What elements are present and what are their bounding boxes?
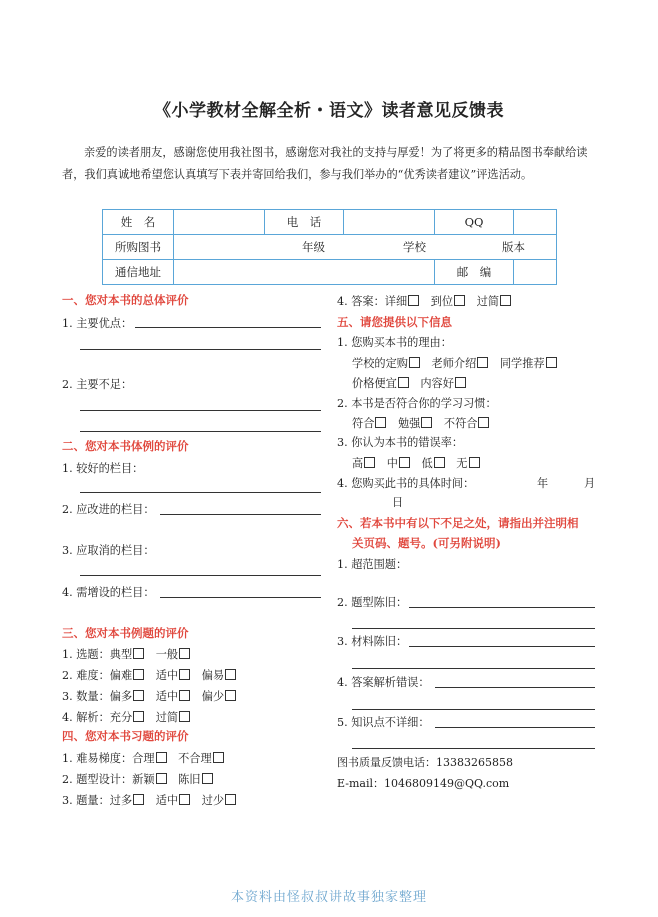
study-habit-row: 符合 勉强 不符合 [352,415,489,431]
checkbox-teacher[interactable] [477,357,488,368]
error-rate-row: 高 中 低 无 [352,455,480,471]
improve-columns-label: 2. 应改进的栏目： [62,503,155,516]
checkbox-too-many[interactable] [133,690,144,701]
improve-columns-line[interactable] [160,514,321,515]
purchase-reason-row-1: 学校的定购 老师介绍 同学推荐 [352,355,557,371]
outdated-material-label: 3. 材料陈旧： [337,635,408,648]
intro-paragraph: 亲爱的读者朋友，感谢您使用我社图书，感谢您对我社的支持与厚爱！为了将更多的精品图书奉献给读者，我们真诚地希望您认真填写下表并寄回给我们，参与我们举办的“优秀读者建议”评选活动。 [62,146,588,181]
book-field[interactable] [174,235,557,260]
checkbox-too-few[interactable] [225,690,236,701]
strengths-line-2[interactable] [80,349,321,350]
checkbox-moderate[interactable] [179,669,190,680]
checkbox-amount-many[interactable] [133,794,144,805]
example-difficulty-row: 2. 难度：偏难 适中 偏易 [62,667,236,683]
outdated-material-line-2[interactable] [352,668,595,669]
outdated-material-line[interactable] [409,646,595,647]
address-label: 通信地址 [103,260,174,285]
checkbox-barely[interactable] [421,417,432,428]
good-columns-label: 1. 较好的栏目： [62,462,144,475]
checkbox-good-content[interactable] [455,377,466,388]
name-label: 姓 名 [103,210,174,235]
qq-field[interactable] [514,210,557,235]
checkbox-hard[interactable] [133,669,144,680]
answer-error-line[interactable] [435,687,595,688]
weaknesses-label: 2. 主要不足： [62,378,133,391]
month-label: 月 [584,477,596,490]
checkbox-school-order[interactable] [409,357,420,368]
checkbox-low[interactable] [434,457,445,468]
remove-columns-label: 3. 应取消的栏目： [62,544,155,557]
example-selection-row: 1. 选题：典型 一般 [62,646,190,662]
hotline-text: 图书质量反馈电话：13383265858 [337,756,513,769]
purchase-reason-label: 1. 您购买本书的理由： [337,336,452,349]
checkbox-novel[interactable] [156,773,167,784]
checkbox-not-fit[interactable] [478,417,489,428]
checkbox-sufficient[interactable] [133,711,144,722]
exercise-gradient-row: 1. 难易梯度：合理 不合理 [62,750,224,766]
checkbox-classmate[interactable] [546,357,557,368]
section-6-heading-cont: 关页码、题号。(可另附说明) [352,536,501,550]
checkbox-too-brief[interactable] [179,711,190,722]
checkbox-cheap[interactable] [398,377,409,388]
strengths-line[interactable] [135,327,321,328]
add-columns-label: 4. 需增设的栏目： [62,586,155,599]
checkbox-none[interactable] [469,457,480,468]
day-label: 日 [392,496,404,509]
page-title: 《小学教材全解全析・语文》读者意见反馈表 [154,101,504,121]
checkbox-unreasonable[interactable] [213,752,224,763]
year-label: 年 [537,477,549,490]
example-analysis-row: 4. 解析：充分 过简 [62,709,190,725]
weaknesses-line[interactable] [80,410,321,411]
phone-field[interactable] [344,210,435,235]
checkbox-detailed[interactable] [408,295,419,306]
checkbox-fits[interactable] [375,417,386,428]
phone-label: 电 话 [265,210,344,235]
reader-info-table [102,209,557,285]
checkbox-normal[interactable] [179,648,190,659]
checkbox-medium[interactable] [399,457,410,468]
section-5-heading: 五、请您提供以下信息 [337,315,452,329]
knowledge-point-line[interactable] [435,727,595,728]
answer-quality-row: 4. 答案：详细 到位 过简 [337,293,511,309]
section-3-heading: 三、您对本书例题的评价 [62,626,189,640]
school-label: 学校 [403,240,426,254]
error-rate-label: 3. 你认为本书的错误率： [337,436,464,449]
checkbox-high[interactable] [364,457,375,468]
knowledge-point-label: 5. 知识点不详细： [337,716,430,729]
example-quantity-row: 3. 数量：偏多 适中 偏少 [62,688,236,704]
checkbox-answer-brief[interactable] [500,295,511,306]
answer-error-label: 4. 答案解析错误： [337,676,430,689]
purchase-time-label: 4. 您购买此书的具体时间： [337,477,475,490]
checkbox-typical[interactable] [133,648,144,659]
purchase-reason-row-2: 价格便宜 内容好 [352,375,466,391]
strengths-label: 1. 主要优点： [62,317,133,330]
out-of-scope-label: 1. 超范围题： [337,558,408,571]
section-6-heading: 六、若本书中有以下不足之处，请指出并注明相 [337,516,579,530]
book-label: 所购图书 [103,235,174,260]
grade-label: 年级 [302,240,325,254]
section-1-heading: 一、您对本书的总体评价 [62,293,189,307]
postcode-label: 邮 编 [435,260,514,285]
weaknesses-line-2[interactable] [80,431,321,432]
exercise-design-row: 2. 题型设计：新颖 陈旧 [62,771,213,787]
checkbox-easy[interactable] [225,669,236,680]
checkbox-outdated[interactable] [202,773,213,784]
checkbox-on-point[interactable] [454,295,465,306]
footer-watermark: 本资料由怪叔叔讲故事独家整理 [230,890,427,905]
edition-label: 版本 [502,240,525,254]
checkbox-quantity-ok[interactable] [179,690,190,701]
checkbox-amount-ok[interactable] [179,794,190,805]
address-field[interactable] [174,260,435,285]
add-columns-line[interactable] [160,597,321,598]
qq-label: QQ [435,210,514,235]
outdated-type-label: 2. 题型陈旧： [337,596,408,609]
checkbox-amount-few[interactable] [225,794,236,805]
remove-columns-line[interactable] [80,575,321,576]
exercise-amount-row: 3. 题量：过多 适中 过少 [62,792,236,808]
name-field[interactable] [174,210,265,235]
outdated-type-line[interactable] [409,607,595,608]
email-text: E-mail：1046809149@QQ.com [337,777,510,790]
good-columns-line[interactable] [80,492,321,493]
answer-error-line-2[interactable] [352,709,595,710]
section-2-heading: 二、您对本书体例的评价 [62,439,189,453]
section-4-heading: 四、您对本书习题的评价 [62,729,189,743]
study-habit-label: 2. 本书是否符合你的学习习惯： [337,397,497,410]
checkbox-reasonable[interactable] [156,752,167,763]
knowledge-point-line-2[interactable] [352,748,595,749]
outdated-type-line-2[interactable] [352,628,595,629]
postcode-field[interactable] [514,260,557,285]
